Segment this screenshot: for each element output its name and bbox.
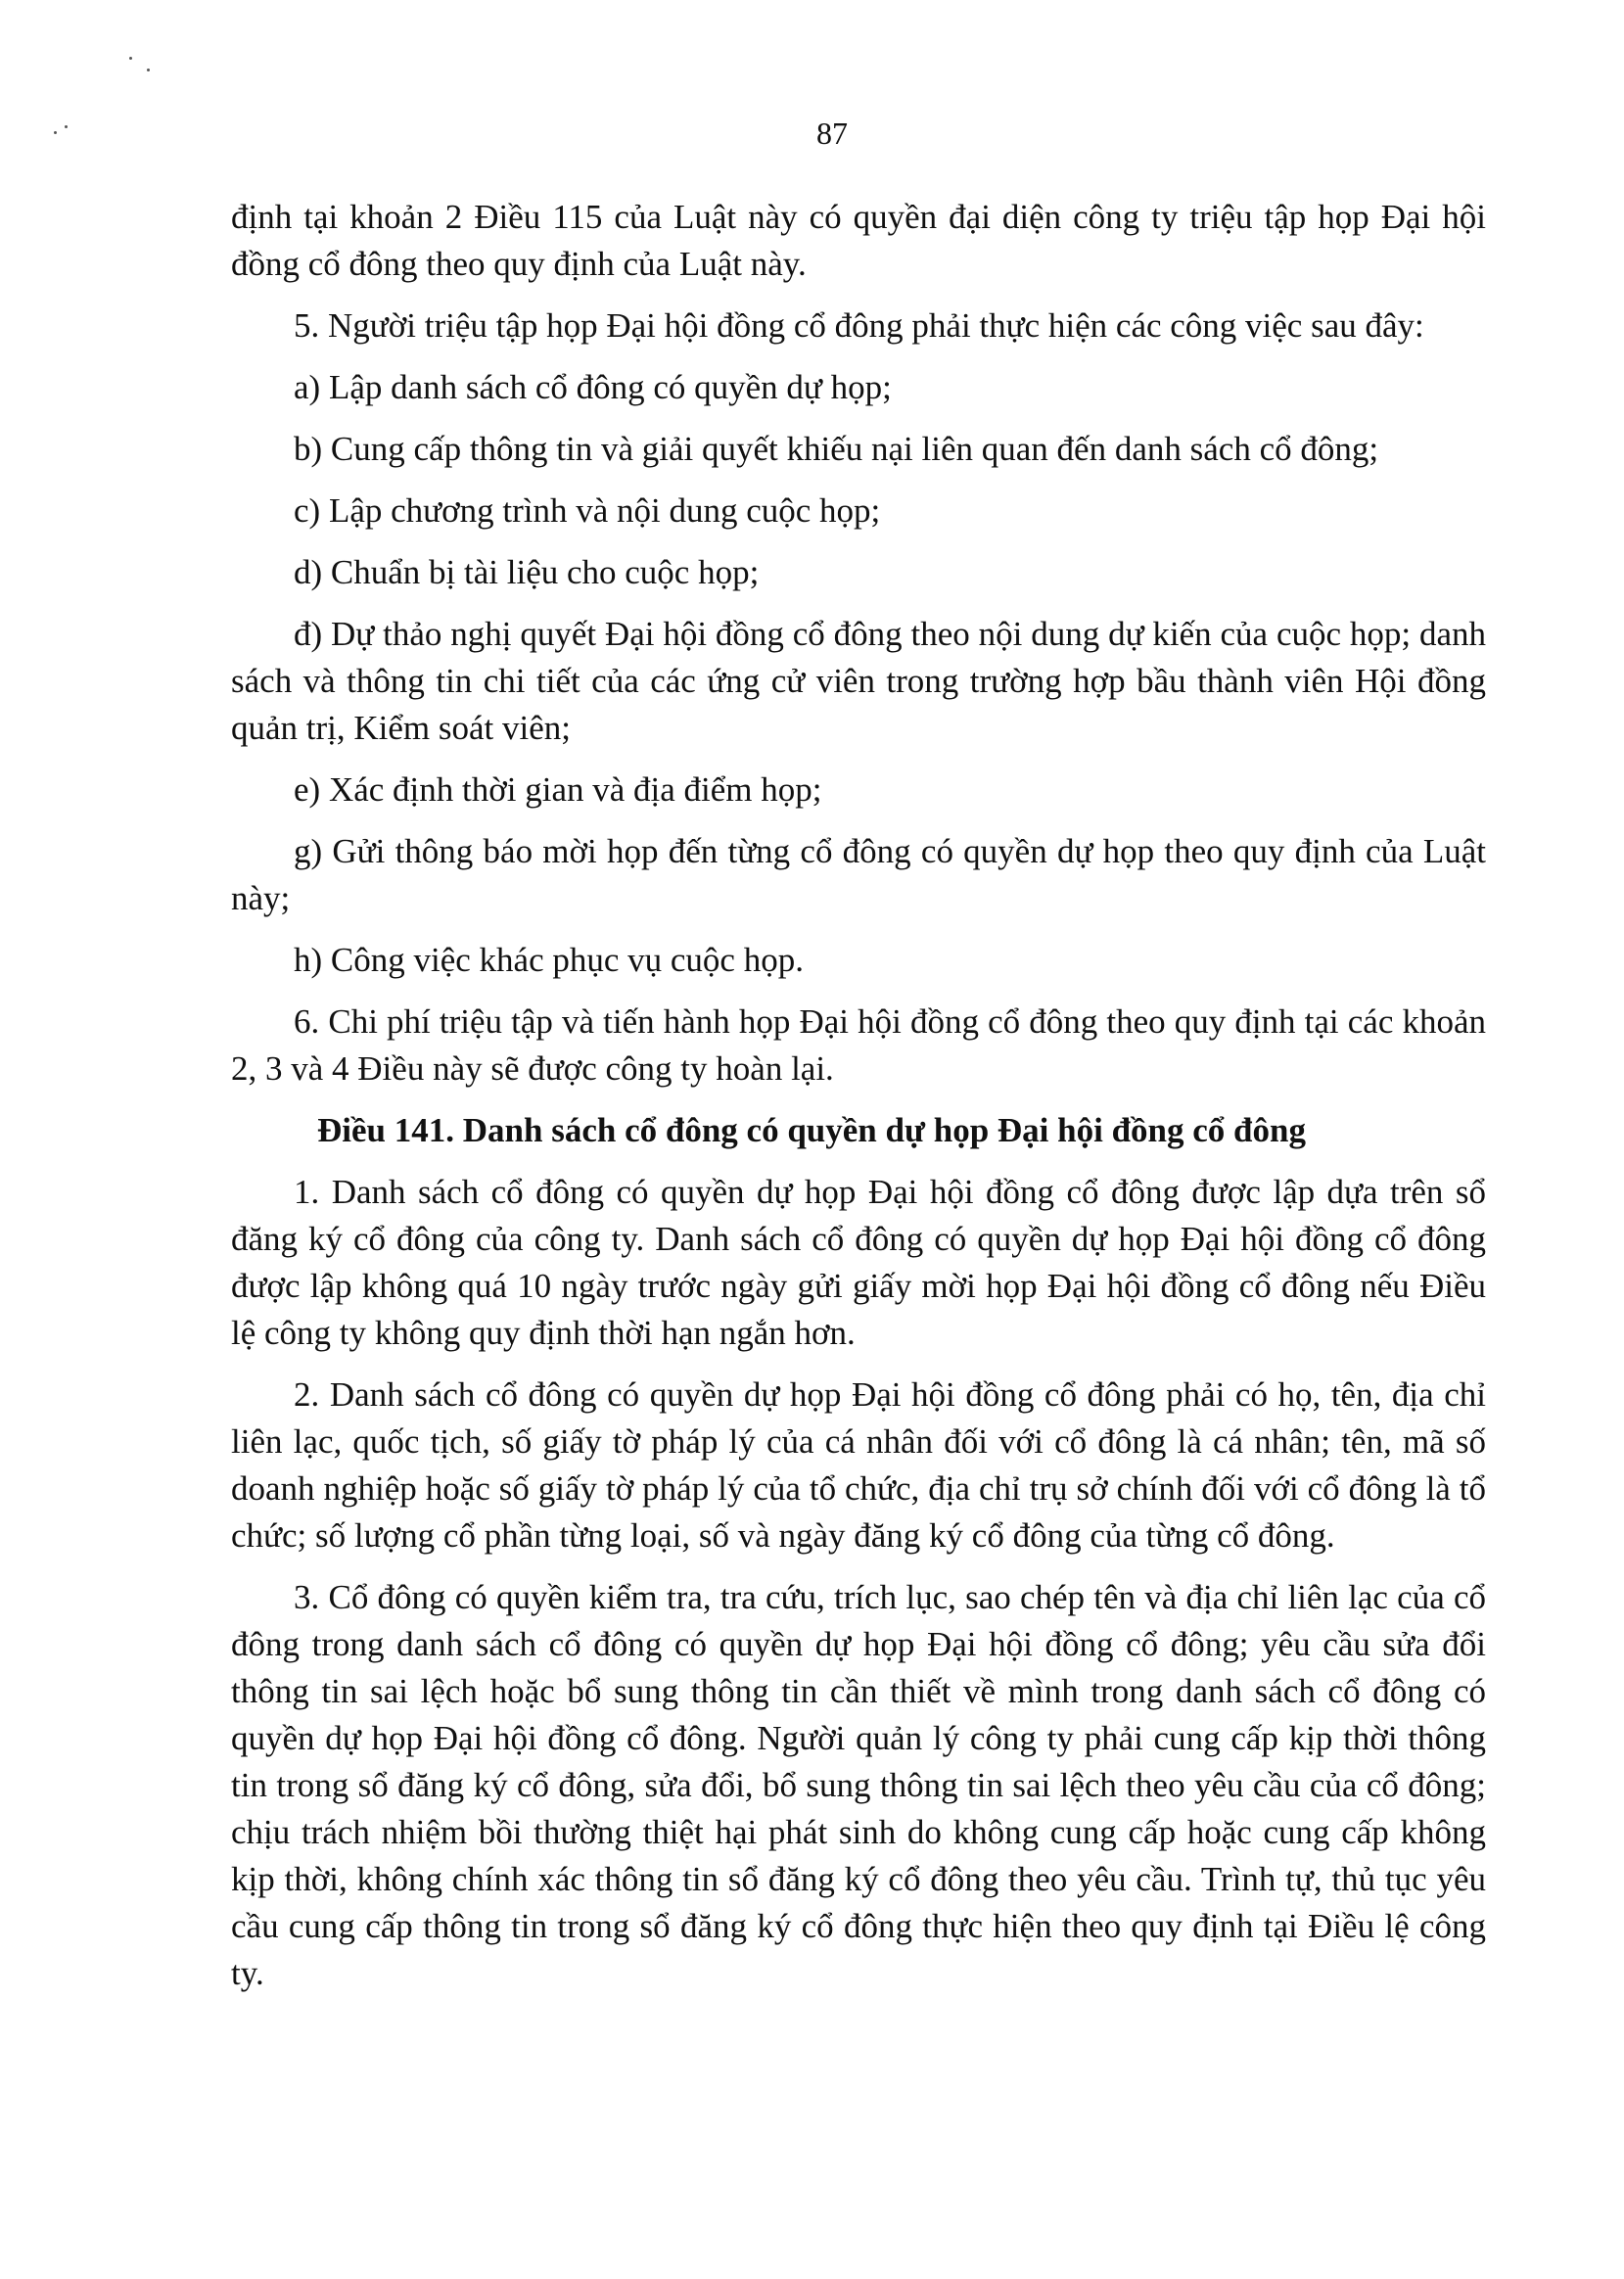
clause-5-item-d: d) Chuẩn bị tài liệu cho cuộc họp;	[294, 553, 760, 591]
clause-5-item-e: e) Xác định thời gian và địa điểm họp;	[294, 770, 822, 809]
clause-5-item-b: b) Cung cấp thông tin và giải quyết khiếu nại liên quan đến danh sách cổ đông;	[294, 430, 1379, 468]
clause-5-item-c: c) Lập chương trình và nội dung cuộc họp;	[294, 491, 881, 530]
clause-6: 6. Chi phí triệu tập và tiến hành họp Đại hội đồng cổ đông theo quy định tại các khoản 2, 3 và 4 Điều này sẽ được công ty hoàn lại.	[231, 1002, 1486, 1088]
paragraph-intro: định tại khoản 2 Điều 115 của Luật này có quyền đại diện công ty triệu tập họp Đại hội đồng cổ đông theo quy định của Luật này.	[231, 198, 1486, 283]
clause-5-item-g: g) Gửi thông báo mời họp đến từng cổ đông có quyền dự họp theo quy định của Luật này;	[231, 832, 1486, 917]
article-141-clause-1: 1. Danh sách cổ đông có quyền dự họp Đại hội đồng cổ đông được lập dựa trên sổ đăng ký cổ đông của công ty. Danh sách cổ đông có quyền dự họp Đại hội đồng cổ đông được lập không quá 10 ngày trước ngày gửi giấy mời họp Đại hội đồng cổ đông nếu Điều lệ công ty không quy định thời hạn ngắn hơn.	[231, 1173, 1486, 1352]
clause-5-item-a: a) Lập danh sách cổ đông có quyền dự họp;	[294, 368, 892, 406]
article-141-clause-3: 3. Cổ đông có quyền kiểm tra, tra cứu, trích lục, sao chép tên và địa chỉ liên lạc của cổ đông trong danh sách cổ đông có quyền dự họp Đại hội đồng cổ đông; yêu cầu sửa đổi thông tin sai lệch hoặc bổ sung thông tin cần thiết về mình trong danh sách cổ đông có quyền dự họp Đại hội đồng cổ đông. Người quản lý công ty phải cung cấp kịp thời thông tin trong sổ đăng ký cổ đông, sửa đổi, bổ sung thông tin sai lệch theo yêu cầu của cổ đông; chịu trách nhiệm bồi thường thiệt hại phát sinh do không cung cấp hoặc cung cấp không kịp thời, không chính xác thông tin sổ đăng ký cổ đông theo yêu cầu. Trình tự, thủ tục yêu cầu cung cấp thông tin trong sổ đăng ký cổ đông thực hiện theo quy định tại Điều lệ công ty.	[231, 1578, 1486, 1992]
document-body	[231, 194, 1486, 2012]
page-number: 87	[816, 116, 848, 151]
clause-5-item-h: h) Công việc khác phục vụ cuộc họp.	[294, 941, 804, 979]
article-141-heading: Điều 141. Danh sách cổ đông có quyền dự họp Đại hội đồng cổ đông	[317, 1111, 1306, 1149]
clause-5: 5. Người triệu tập họp Đại hội đồng cổ đông phải thực hiện các công việc sau đây:	[294, 306, 1424, 345]
clause-5-item-dd: đ) Dự thảo nghị quyết Đại hội đồng cổ đông theo nội dung dự kiến của cuộc họp; danh sách và thông tin chi tiết của các ứng cử viên trong trường hợp bầu thành viên Hội đồng quản trị, Kiểm soát viên;	[231, 615, 1486, 747]
article-141-clause-2: 2. Danh sách cổ đông có quyền dự họp Đại hội đồng cổ đông phải có họ, tên, địa chỉ liên lạc, quốc tịch, số giấy tờ pháp lý của cá nhân đối với cổ đông là cá nhân; tên, mã số doanh nghiệp hoặc số giấy tờ pháp lý của tổ chức, địa chỉ trụ sở chính đối với cổ đông là tổ chức; số lượng cổ phần từng loại, số và ngày đăng ký cổ đông của từng cổ đông.	[231, 1375, 1486, 1555]
scan-speck	[129, 57, 132, 60]
scan-speck	[147, 69, 150, 71]
